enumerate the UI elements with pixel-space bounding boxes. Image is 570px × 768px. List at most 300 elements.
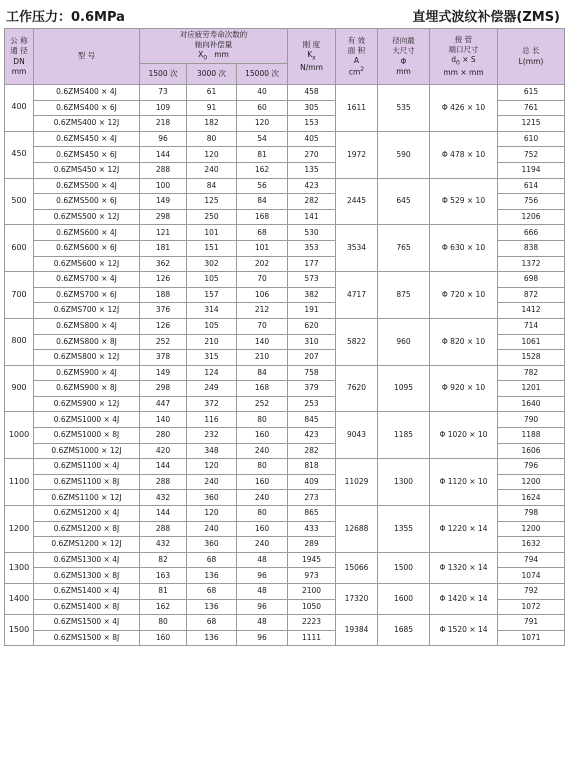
model-cell: 0.6ZMS1000 × 12J (34, 443, 140, 459)
table-row (5, 225, 565, 241)
comp-3000-cell: 157 (187, 287, 237, 303)
pipe-end-cell: Φ 720 × 10 (430, 272, 498, 319)
length-cell: 1632 (498, 537, 565, 553)
comp-1500-cell: 298 (140, 381, 187, 397)
pipe-end-cell: Φ 630 × 10 (430, 225, 498, 272)
stiffness-cell: 310 (288, 334, 336, 350)
comp-15000-cell: 96 (237, 599, 288, 615)
dn-cell: 450 (5, 131, 34, 178)
diameter-header-line: mm (396, 66, 411, 76)
working-pressure-label: 工作压力：0.6MPa (6, 10, 125, 25)
length-cell: 1188 (498, 428, 565, 444)
table-row (5, 272, 565, 288)
stiffness-cell: 2100 (288, 584, 336, 600)
comp-1500-cell: 82 (140, 552, 187, 568)
comp-3000-cell: 91 (187, 100, 237, 116)
comp-1500-cell: 432 (140, 490, 187, 506)
pipe-end-cell: Φ 820 × 10 (430, 318, 498, 365)
length-cell: 872 (498, 287, 565, 303)
comp-3000-cell: 61 (187, 85, 237, 101)
comp-1500-cell: 144 (140, 506, 187, 522)
comp-1500-cell: 140 (140, 412, 187, 428)
comp-15000-cell: 68 (237, 225, 288, 241)
dn-header-line: 公 称 (10, 36, 28, 46)
comp-3000-cell: 105 (187, 272, 237, 288)
length-cell: 1200 (498, 521, 565, 537)
length-cell: 756 (498, 194, 565, 210)
length-cell: 761 (498, 100, 565, 116)
comp-15000-cell: 106 (237, 287, 288, 303)
comp-3000-cell: 120 (187, 506, 237, 522)
area-header (336, 29, 378, 85)
model-cell: 0.6ZMS1100 × 12J (34, 490, 140, 506)
stiffness-unit: N/mm (300, 62, 323, 72)
stiffness-cell: 135 (288, 162, 336, 178)
table-row (5, 584, 565, 600)
length-cell: 1215 (498, 116, 565, 132)
area-cell: 17320 (336, 584, 378, 615)
comp-1500-cell: 96 (140, 131, 187, 147)
diameter-cell: 590 (378, 131, 430, 178)
stiffness-cell: 282 (288, 194, 336, 210)
model-cell: 0.6ZMS600 × 12J (34, 256, 140, 272)
diameter-header (378, 29, 430, 85)
dn-header-line: mm (11, 66, 27, 76)
table-body (5, 85, 565, 646)
stiffness-cell: 423 (288, 428, 336, 444)
model-cell: 0.6ZMS1300 × 4J (34, 552, 140, 568)
comp-3000-cell: 125 (187, 194, 237, 210)
dn-cell: 1500 (5, 615, 34, 646)
comp-15000-cell: 40 (237, 85, 288, 101)
model-cell: 0.6ZMS450 × 4J (34, 131, 140, 147)
comp-15000-cell: 240 (237, 537, 288, 553)
length-cell: 1194 (498, 162, 565, 178)
stiffness-cell: 177 (288, 256, 336, 272)
dn-cell: 600 (5, 225, 34, 272)
comp-3000-cell: 68 (187, 584, 237, 600)
comp-3000-cell: 116 (187, 412, 237, 428)
area-header-line: 有 效 (347, 35, 366, 45)
comp-3000-cell: 372 (187, 396, 237, 412)
stiffness-cell: 273 (288, 490, 336, 506)
area-unit-text: cm (348, 67, 361, 77)
compensation-header-line: 对应疲劳寿命次数的 (179, 29, 248, 39)
dn-cell: 500 (5, 178, 34, 225)
length-cell: 1606 (498, 443, 565, 459)
pipe-end-cell: Φ 529 × 10 (430, 178, 498, 225)
stiffness-cell: 382 (288, 287, 336, 303)
dn-cell: 1300 (5, 552, 34, 583)
model-cell: 0.6ZMS1200 × 4J (34, 506, 140, 522)
comp-15000-cell: 160 (237, 521, 288, 537)
diameter-cell: 960 (378, 318, 430, 365)
stiffness-cell: 433 (288, 521, 336, 537)
pipe-end-cell: Φ 1220 × 14 (430, 506, 498, 553)
length-cell: 614 (498, 178, 565, 194)
diameter-cell: 1185 (378, 412, 430, 459)
pipe-end-cell: Φ 920 × 10 (430, 365, 498, 412)
length-cell: 1206 (498, 209, 565, 225)
length-cell: 1201 (498, 381, 565, 397)
stiffness-symbol (289, 50, 334, 63)
comp-3000-cell: 210 (187, 334, 237, 350)
comp-15000-cell: 48 (237, 552, 288, 568)
model-cell: 0.6ZMS1400 × 4J (34, 584, 140, 600)
comp-1500-cell: 362 (140, 256, 187, 272)
comp-1500-cell: 376 (140, 303, 187, 319)
model-cell: 0.6ZMS1000 × 4J (34, 412, 140, 428)
comp-1500-cell: 126 (140, 272, 187, 288)
length-cell: 838 (498, 240, 565, 256)
d-symbol: d (451, 55, 457, 65)
comp-3000-cell: 314 (187, 303, 237, 319)
table-row (5, 318, 565, 334)
k-symbol: K (307, 50, 313, 60)
comp-3000-cell: 240 (187, 521, 237, 537)
stiffness-cell: 353 (288, 240, 336, 256)
length-cell: 615 (498, 85, 565, 101)
area-cell: 15066 (336, 552, 378, 583)
diameter-cell: 875 (378, 272, 430, 319)
comp-15000-cell: 81 (237, 147, 288, 163)
comp-1500-cell: 149 (140, 194, 187, 210)
stiffness-cell: 1050 (288, 599, 336, 615)
comp-3000-cell: 136 (187, 599, 237, 615)
comp-15000-cell: 140 (237, 334, 288, 350)
length-cell: 1640 (498, 396, 565, 412)
comp-3000-cell: 68 (187, 615, 237, 631)
comp-1500-cell: 288 (140, 521, 187, 537)
length-cell: 666 (498, 225, 565, 241)
model-cell: 0.6ZMS500 × 12J (34, 209, 140, 225)
length-header-line: 总 长 (522, 46, 540, 56)
comp-15000-cell: 84 (237, 365, 288, 381)
comp-1500-cell: 378 (140, 350, 187, 366)
model-cell: 0.6ZMS900 × 12J (34, 396, 140, 412)
comp-15000-cell: 101 (237, 240, 288, 256)
stiffness-cell: 620 (288, 318, 336, 334)
stiffness-cell: 253 (288, 396, 336, 412)
pipe-end-cell: Φ 478 × 10 (430, 131, 498, 178)
model-cell: 0.6ZMS1200 × 12J (34, 537, 140, 553)
stiffness-cell: 973 (288, 568, 336, 584)
area-cell: 1972 (336, 131, 378, 178)
comp-15000-cell: 96 (237, 568, 288, 584)
stiffness-cell: 423 (288, 178, 336, 194)
comp-15000-cell: 252 (237, 396, 288, 412)
model-cell: 0.6ZMS800 × 8J (34, 334, 140, 350)
cycles-3000-header: 3000 次 (187, 64, 237, 85)
pipe-end-cell: Φ 1520 × 14 (430, 615, 498, 646)
diameter-cell: 1095 (378, 365, 430, 412)
comp-1500-cell: 149 (140, 365, 187, 381)
table-row (5, 459, 565, 475)
comp-3000-cell: 240 (187, 474, 237, 490)
stiffness-cell: 2223 (288, 615, 336, 631)
stiffness-cell: 153 (288, 116, 336, 132)
diameter-cell: 1685 (378, 615, 430, 646)
stiffness-cell: 409 (288, 474, 336, 490)
dn-cell: 900 (5, 365, 34, 412)
comp-15000-cell: 80 (237, 506, 288, 522)
stiffness-cell: 289 (288, 537, 336, 553)
pipe-end-header-line: 接 管 (454, 35, 473, 45)
diameter-cell: 1500 (378, 552, 430, 583)
model-cell: 0.6ZMS1100 × 4J (34, 459, 140, 475)
comp-3000-cell: 315 (187, 350, 237, 366)
dn-cell: 1100 (5, 459, 34, 506)
stiffness-cell: 1945 (288, 552, 336, 568)
diameter-cell: 1300 (378, 459, 430, 506)
comp-1500-cell: 218 (140, 116, 187, 132)
dn-cell: 1200 (5, 506, 34, 553)
comp-1500-cell: 298 (140, 209, 187, 225)
model-cell: 0.6ZMS1200 × 8J (34, 521, 140, 537)
stiffness-cell: 758 (288, 365, 336, 381)
comp-3000-cell: 68 (187, 552, 237, 568)
cycles-15000-header: 15000 次 (237, 64, 288, 85)
length-header-line: L(mm) (518, 56, 544, 66)
spec-table (4, 28, 565, 646)
comp-15000-cell: 120 (237, 116, 288, 132)
model-cell: 0.6ZMS400 × 12J (34, 116, 140, 132)
table-row (5, 178, 565, 194)
comp-1500-cell: 144 (140, 459, 187, 475)
compensation-header (140, 29, 288, 64)
model-cell: 0.6ZMS400 × 4J (34, 85, 140, 101)
comp-15000-cell: 212 (237, 303, 288, 319)
model-cell: 0.6ZMS1500 × 8J (34, 630, 140, 646)
pipe-end-rest: × S (459, 55, 476, 65)
compensation-symbol (141, 50, 286, 63)
diameter-header-line: Φ (400, 56, 407, 66)
pipe-end-cell: Φ 1120 × 10 (430, 459, 498, 506)
length-cell: 752 (498, 147, 565, 163)
pipe-end-symbol (431, 55, 496, 68)
area-cell: 5822 (336, 318, 378, 365)
model-cell: 0.6ZMS800 × 4J (34, 318, 140, 334)
comp-1500-cell: 447 (140, 396, 187, 412)
comp-3000-cell: 240 (187, 162, 237, 178)
comp-3000-cell: 136 (187, 568, 237, 584)
comp-1500-cell: 100 (140, 178, 187, 194)
comp-15000-cell: 240 (237, 443, 288, 459)
stiffness-cell: 865 (288, 506, 336, 522)
comp-3000-cell: 249 (187, 381, 237, 397)
model-header: 型 号 (34, 29, 140, 85)
pipe-end-header (430, 29, 498, 85)
model-cell: 0.6ZMS1300 × 8J (34, 568, 140, 584)
diameter-cell: 765 (378, 225, 430, 272)
model-cell: 0.6ZMS700 × 12J (34, 303, 140, 319)
table-row (5, 506, 565, 522)
area-cell: 9043 (336, 412, 378, 459)
stiffness-cell: 282 (288, 443, 336, 459)
pipe-end-cell: Φ 1320 × 14 (430, 552, 498, 583)
model-cell: 0.6ZMS900 × 8J (34, 381, 140, 397)
comp-3000-cell: 232 (187, 428, 237, 444)
comp-3000-cell: 302 (187, 256, 237, 272)
area-cell: 7620 (336, 365, 378, 412)
length-cell: 1061 (498, 334, 565, 350)
comp-1500-cell: 181 (140, 240, 187, 256)
length-cell: 1072 (498, 599, 565, 615)
length-cell: 796 (498, 459, 565, 475)
model-cell: 0.6ZMS500 × 6J (34, 194, 140, 210)
model-cell: 0.6ZMS900 × 4J (34, 365, 140, 381)
comp-15000-cell: 96 (237, 630, 288, 646)
comp-1500-cell: 144 (140, 147, 187, 163)
length-cell: 1200 (498, 474, 565, 490)
length-cell: 1071 (498, 630, 565, 646)
comp-3000-cell: 348 (187, 443, 237, 459)
comp-15000-cell: 162 (237, 162, 288, 178)
diameter-cell: 535 (378, 85, 430, 132)
stiffness-cell: 458 (288, 85, 336, 101)
comp-15000-cell: 60 (237, 100, 288, 116)
model-cell: 0.6ZMS700 × 6J (34, 287, 140, 303)
dn-header (5, 29, 34, 85)
table-row (5, 131, 565, 147)
comp-1500-cell: 288 (140, 162, 187, 178)
length-header (498, 29, 565, 85)
stiffness-cell: 207 (288, 350, 336, 366)
area-superscript: 2 (360, 65, 365, 73)
comp-1500-cell: 432 (140, 537, 187, 553)
table-row (5, 365, 565, 381)
comp-1500-cell: 163 (140, 568, 187, 584)
dn-cell: 1000 (5, 412, 34, 459)
comp-3000-cell: 80 (187, 131, 237, 147)
comp-15000-cell: 48 (237, 615, 288, 631)
diameter-header-line: 径向最 (392, 36, 415, 46)
area-unit (337, 66, 376, 78)
comp-15000-cell: 70 (237, 318, 288, 334)
table-row (5, 412, 565, 428)
table-row (5, 615, 565, 631)
comp-3000-cell: 151 (187, 240, 237, 256)
comp-3000-cell: 360 (187, 537, 237, 553)
comp-1500-cell: 81 (140, 584, 187, 600)
compensation-header-line: 轴向补偿量 (194, 39, 233, 49)
length-cell: 1412 (498, 303, 565, 319)
table-row (5, 85, 565, 101)
comp-1500-cell: 188 (140, 287, 187, 303)
comp-15000-cell: 168 (237, 209, 288, 225)
model-cell: 0.6ZMS1500 × 4J (34, 615, 140, 631)
diameter-cell: 645 (378, 178, 430, 225)
diameter-header-line: 大尺寸 (392, 46, 415, 56)
comp-15000-cell: 48 (237, 584, 288, 600)
stiffness-cell: 191 (288, 303, 336, 319)
dn-cell: 1400 (5, 584, 34, 615)
comp-3000-cell: 105 (187, 318, 237, 334)
comp-15000-cell: 160 (237, 428, 288, 444)
area-cell: 12688 (336, 506, 378, 553)
model-cell: 0.6ZMS700 × 4J (34, 272, 140, 288)
comp-3000-cell: 360 (187, 490, 237, 506)
length-cell: 714 (498, 318, 565, 334)
cycles-1500-header: 1500 次 (140, 64, 187, 85)
dn-cell: 400 (5, 85, 34, 132)
d-subscript: 0 (456, 59, 460, 67)
comp-1500-cell: 280 (140, 428, 187, 444)
length-cell: 798 (498, 506, 565, 522)
comp-3000-cell: 124 (187, 365, 237, 381)
k-subscript: x (312, 54, 316, 62)
length-cell: 1074 (498, 568, 565, 584)
length-cell: 792 (498, 584, 565, 600)
table-row (5, 552, 565, 568)
length-cell: 782 (498, 365, 565, 381)
model-cell: 0.6ZMS450 × 6J (34, 147, 140, 163)
pipe-end-cell: Φ 1020 × 10 (430, 412, 498, 459)
pipe-end-cell: Φ 426 × 10 (430, 85, 498, 132)
comp-3000-cell: 120 (187, 147, 237, 163)
model-cell: 0.6ZMS500 × 4J (34, 178, 140, 194)
length-cell: 791 (498, 615, 565, 631)
stiffness-cell: 270 (288, 147, 336, 163)
x-symbol: X (198, 49, 204, 59)
compensation-unit: mm (214, 49, 229, 59)
comp-3000-cell: 182 (187, 116, 237, 132)
table-header (5, 29, 565, 85)
stiffness-cell: 305 (288, 100, 336, 116)
stiffness-cell: 530 (288, 225, 336, 241)
comp-3000-cell: 120 (187, 459, 237, 475)
length-cell: 1372 (498, 256, 565, 272)
stiffness-cell: 845 (288, 412, 336, 428)
comp-15000-cell: 202 (237, 256, 288, 272)
stiffness-cell: 1111 (288, 630, 336, 646)
page-title: 直埋式波纹补偿器(ZMS) (412, 10, 560, 25)
comp-15000-cell: 160 (237, 474, 288, 490)
model-cell: 0.6ZMS400 × 6J (34, 100, 140, 116)
dn-cell: 700 (5, 272, 34, 319)
area-header-line: 面 积 (347, 45, 366, 55)
area-cell: 11029 (336, 459, 378, 506)
area-cell: 3534 (336, 225, 378, 272)
comp-1500-cell: 121 (140, 225, 187, 241)
comp-15000-cell: 168 (237, 381, 288, 397)
comp-15000-cell: 240 (237, 490, 288, 506)
comp-15000-cell: 56 (237, 178, 288, 194)
model-cell: 0.6ZMS450 × 12J (34, 162, 140, 178)
stiffness-header (288, 29, 336, 85)
comp-15000-cell: 210 (237, 350, 288, 366)
area-cell: 2445 (336, 178, 378, 225)
comp-3000-cell: 250 (187, 209, 237, 225)
model-cell: 0.6ZMS800 × 12J (34, 350, 140, 366)
comp-1500-cell: 109 (140, 100, 187, 116)
stiffness-cell: 405 (288, 131, 336, 147)
comp-3000-cell: 101 (187, 225, 237, 241)
model-cell: 0.6ZMS1400 × 8J (34, 599, 140, 615)
comp-1500-cell: 80 (140, 615, 187, 631)
diameter-cell: 1355 (378, 506, 430, 553)
length-cell: 790 (498, 412, 565, 428)
model-cell: 0.6ZMS600 × 6J (34, 240, 140, 256)
comp-15000-cell: 80 (237, 412, 288, 428)
length-cell: 698 (498, 272, 565, 288)
comp-15000-cell: 70 (237, 272, 288, 288)
diameter-cell: 1600 (378, 584, 430, 615)
area-cell: 4717 (336, 272, 378, 319)
comp-1500-cell: 126 (140, 318, 187, 334)
comp-1500-cell: 162 (140, 599, 187, 615)
comp-1500-cell: 420 (140, 443, 187, 459)
